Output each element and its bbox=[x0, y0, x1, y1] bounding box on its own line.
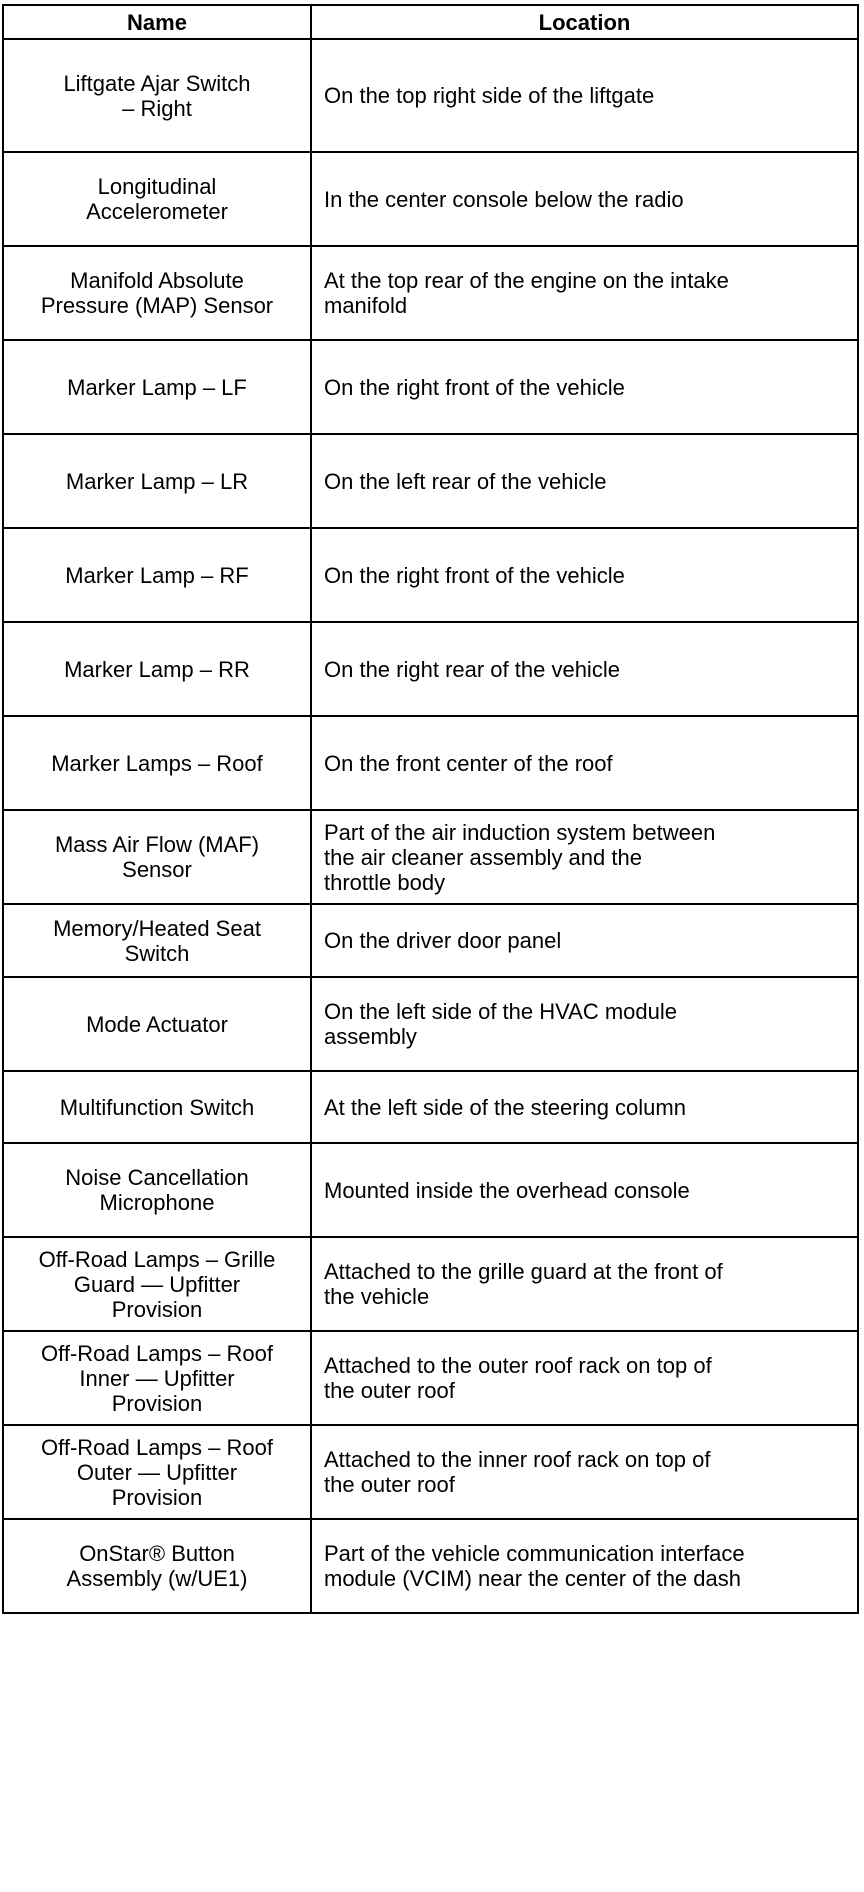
name-cell bbox=[3, 622, 311, 716]
location-line: On the right rear of the vehicle bbox=[324, 656, 620, 682]
location-line: On the left rear of the vehicle bbox=[324, 468, 607, 494]
location-line: the outer roof bbox=[324, 1378, 455, 1403]
location-cell bbox=[311, 39, 858, 152]
name-line: Provision bbox=[111, 1296, 203, 1322]
name-line: Marker Lamp – LR bbox=[65, 468, 249, 494]
name-cell bbox=[3, 1071, 311, 1143]
location-cell bbox=[311, 528, 858, 622]
name-line: Provision bbox=[111, 1390, 203, 1416]
name-cell bbox=[3, 1425, 311, 1519]
table-row bbox=[3, 904, 858, 977]
table-row bbox=[3, 716, 858, 810]
name-cell bbox=[3, 152, 311, 246]
name-cell bbox=[3, 340, 311, 434]
location-line: On the top right side of the liftgate bbox=[324, 83, 655, 108]
location-cell bbox=[311, 810, 858, 904]
location-line: At the left side of the steering column bbox=[324, 1094, 686, 1120]
name-line: Marker Lamp – LF bbox=[67, 374, 247, 400]
table-row bbox=[3, 1425, 858, 1519]
location-line: On the left side of the HVAC module bbox=[324, 999, 677, 1024]
location-line: the outer roof bbox=[324, 1472, 455, 1497]
name-line: – Right bbox=[122, 95, 192, 121]
location-cell bbox=[311, 152, 858, 246]
location-line: On the right front of the vehicle bbox=[324, 374, 625, 400]
location-line: Attached to the outer roof rack on top of bbox=[324, 1353, 712, 1378]
name-cell bbox=[3, 246, 311, 340]
location-line: Part of the air induction system between bbox=[324, 819, 716, 845]
table-row bbox=[3, 1071, 858, 1143]
name-cell bbox=[3, 39, 311, 152]
name-line: Inner — Upfitter bbox=[79, 1365, 235, 1391]
table-row bbox=[3, 977, 858, 1071]
name-cell bbox=[3, 1331, 311, 1425]
header-name: Name bbox=[3, 5, 311, 39]
name-cell bbox=[3, 904, 311, 977]
location-cell bbox=[311, 434, 858, 528]
table-row bbox=[3, 1331, 858, 1425]
name-line: Marker Lamp – RF bbox=[65, 562, 249, 588]
location-cell bbox=[311, 246, 858, 340]
component-location-table bbox=[2, 4, 859, 1614]
name-cell bbox=[3, 1519, 311, 1613]
location-cell bbox=[311, 1071, 858, 1143]
name-line: Off-Road Lamps – Grille bbox=[38, 1246, 276, 1272]
name-line: Provision bbox=[111, 1484, 203, 1510]
name-cell bbox=[3, 1237, 311, 1331]
name-line: Marker Lamps – Roof bbox=[51, 750, 263, 776]
table-row bbox=[3, 246, 858, 340]
location-line: assembly bbox=[324, 1024, 417, 1049]
location-cell bbox=[311, 1425, 858, 1519]
name-line: Off-Road Lamps – Roof bbox=[41, 1340, 273, 1366]
table-row bbox=[3, 39, 858, 152]
location-line: Attached to the grille guard at the front of bbox=[324, 1259, 723, 1284]
name-line: Multifunction Switch bbox=[59, 1094, 255, 1120]
name-cell bbox=[3, 434, 311, 528]
name-cell bbox=[3, 1143, 311, 1237]
table-row bbox=[3, 528, 858, 622]
name-line: OnStar® Button bbox=[79, 1541, 235, 1566]
table-row bbox=[3, 340, 858, 434]
name-line: Assembly (w/UE1) bbox=[66, 1566, 248, 1591]
header-location: Location bbox=[311, 5, 858, 39]
name-line: Mass Air Flow (MAF) bbox=[54, 832, 260, 857]
location-line: In the center console below the radio bbox=[324, 186, 684, 212]
name-line: Outer — Upfitter bbox=[76, 1459, 238, 1485]
name-line: Off-Road Lamps – Roof bbox=[41, 1434, 273, 1460]
name-line: Memory/Heated Seat bbox=[53, 915, 261, 941]
name-line: Noise Cancellation bbox=[65, 1165, 249, 1190]
name-line: Mode Actuator bbox=[86, 1011, 228, 1037]
table-row bbox=[3, 810, 858, 904]
location-line: At the top rear of the engine on the intake bbox=[324, 268, 729, 293]
location-cell bbox=[311, 1143, 858, 1237]
name-line: Microphone bbox=[99, 1190, 215, 1215]
table-row bbox=[3, 434, 858, 528]
location-cell bbox=[311, 1331, 858, 1425]
name-cell bbox=[3, 716, 311, 810]
name-cell bbox=[3, 977, 311, 1071]
table-row bbox=[3, 1519, 858, 1613]
table-row bbox=[3, 622, 858, 716]
location-line: manifold bbox=[324, 293, 408, 318]
location-cell bbox=[311, 904, 858, 977]
location-line: On the front center of the roof bbox=[324, 750, 613, 776]
name-line: Marker Lamp – RR bbox=[64, 656, 250, 682]
name-line: Switch bbox=[124, 940, 190, 966]
name-line: Pressure (MAP) Sensor bbox=[40, 293, 274, 318]
location-cell bbox=[311, 622, 858, 716]
table-row bbox=[3, 152, 858, 246]
table-row bbox=[3, 1143, 858, 1237]
name-cell bbox=[3, 810, 311, 904]
name-line: Sensor bbox=[122, 857, 192, 882]
name-line: Guard — Upfitter bbox=[73, 1271, 241, 1297]
location-line: throttle body bbox=[324, 869, 446, 895]
location-line: the air cleaner assembly and the bbox=[324, 844, 642, 870]
name-cell bbox=[3, 528, 311, 622]
location-cell bbox=[311, 340, 858, 434]
location-cell bbox=[311, 1519, 858, 1613]
location-cell bbox=[311, 716, 858, 810]
location-line: On the driver door panel bbox=[324, 928, 562, 953]
location-line: On the right front of the vehicle bbox=[324, 562, 625, 588]
location-line: Mounted inside the overhead console bbox=[324, 1177, 690, 1203]
table-row bbox=[3, 1237, 858, 1331]
table-body bbox=[3, 39, 858, 1613]
header-row bbox=[3, 5, 858, 39]
location-cell bbox=[311, 1237, 858, 1331]
name-line: Accelerometer bbox=[86, 199, 228, 224]
name-line: Manifold Absolute bbox=[70, 268, 244, 293]
location-cell bbox=[311, 977, 858, 1071]
location-line: Attached to the inner roof rack on top of bbox=[324, 1447, 711, 1472]
location-line: Part of the vehicle communication interface bbox=[324, 1541, 745, 1566]
location-line: the vehicle bbox=[324, 1284, 430, 1309]
name-line: Liftgate Ajar Switch bbox=[63, 70, 251, 96]
location-line: module (VCIM) near the center of the dash bbox=[324, 1566, 741, 1591]
name-line: Longitudinal bbox=[97, 174, 217, 199]
